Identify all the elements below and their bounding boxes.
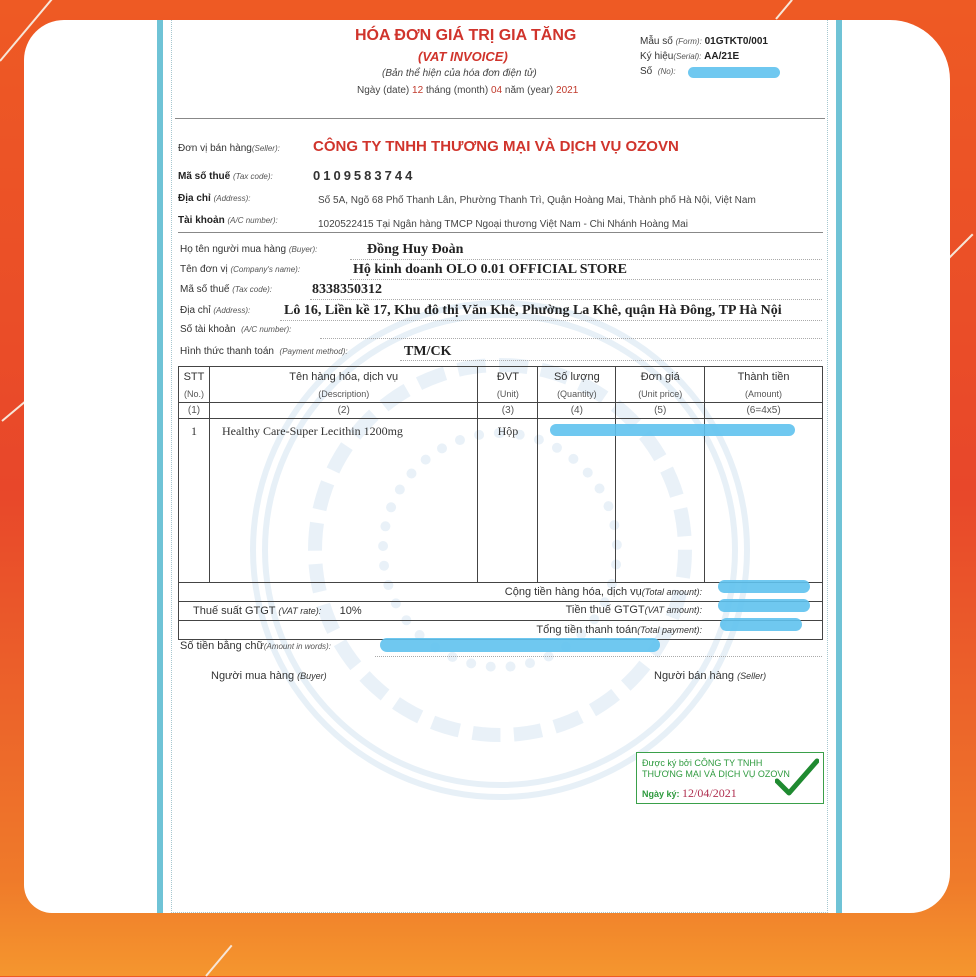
row-description: Healthy Care-Super Lecithin 1200mg <box>209 419 478 583</box>
buyer-company-label: Tên đơn vị (Company's name): <box>180 264 301 275</box>
table-header-row-en <box>179 386 823 403</box>
payment-method: TM/CK <box>404 344 452 359</box>
background-stripe <box>775 0 793 20</box>
background-stripe <box>947 234 973 260</box>
col-number: (1) <box>179 403 210 419</box>
col-number: (5) <box>616 403 705 419</box>
invoice-subtitle: (VAT INVOICE) <box>418 49 508 64</box>
col-header-unit-price: Đơn giá <box>616 367 705 387</box>
buyer-tax-code: 8338350312 <box>312 282 382 297</box>
buyer-signature-label: Người mua hàng (Buyer) <box>211 670 327 682</box>
seller-tax-code: 0109583744 <box>313 168 416 183</box>
table-column-numbers <box>179 403 823 419</box>
vat-amount-label: Tiền thuế GTGT(VAT amount): <box>565 604 702 616</box>
buyer-company: Hộ kinh doanh OLO 0.01 OFFICIAL STORE <box>353 262 627 277</box>
serial-number: Ký hiệu(Serial): AA/21E <box>640 51 740 62</box>
redacted-amount-in-words <box>380 638 660 652</box>
buyer-address: Lô 16, Liền kề 17, Khu đô thị Văn Khê, Phường La Khê, quận Hà Đông, TP Hà Nội <box>284 303 782 318</box>
col-header-quantity-en: (Quantity) <box>538 386 616 403</box>
dotted-line <box>280 320 822 321</box>
col-header-no: STT <box>179 367 210 387</box>
dotted-line <box>375 656 822 657</box>
dotted-line <box>320 338 822 339</box>
header-divider <box>175 118 825 119</box>
buyer-name-label: Họ tên người mua hàng (Buyer): <box>180 244 318 255</box>
col-header-no-en: (No.) <box>179 386 210 403</box>
col-header-description-en: (Description) <box>209 386 478 403</box>
redacted-vat-amount <box>718 599 810 612</box>
buyer-account-label: Số tài khoản (A/C number): <box>180 324 292 335</box>
dotted-line <box>310 299 822 300</box>
col-header-unit-price-en: (Unit price) <box>616 386 705 403</box>
total-amount-label: Cộng tiền hàng hóa, dịch vụ(Total amount): <box>179 583 823 602</box>
amount-in-words-label: Số tiền bằng chữ(Amount in words): <box>180 640 331 652</box>
invoice-number: Số (No): <box>640 66 676 77</box>
total-payment-label: Tổng tiền thanh toán(Total payment): <box>179 621 823 640</box>
col-number: (3) <box>478 403 538 419</box>
payment-method-label: Hình thức thanh toán (Payment method): <box>180 346 348 357</box>
col-header-unit: ĐVT <box>478 367 538 387</box>
buyer-tax-label: Mã số thuế (Tax code): <box>180 284 272 295</box>
row-no: 1 <box>179 419 210 583</box>
row-amount <box>705 419 823 583</box>
dotted-line <box>350 279 822 280</box>
seller-account-label: Tài khoản (A/C number): <box>178 215 278 226</box>
col-header-quantity: Số lượng <box>538 367 616 387</box>
dotted-line <box>400 360 822 361</box>
background-stripe <box>1 401 25 422</box>
col-header-amount-en: (Amount) <box>705 386 823 403</box>
col-header-amount: Thành tiền <box>705 367 823 387</box>
col-header-unit-en: (Unit) <box>478 386 538 403</box>
invoice-note: (Bản thể hiện của hóa đơn điện tử) <box>382 68 537 79</box>
background-stripe <box>205 945 232 977</box>
seller-address: Số 5A, Ngõ 68 Phố Thanh Lân, Phường Thanh Trì, Quận Hoàng Mai, Thành phố Hà Nội, Việt Nam <box>318 195 756 206</box>
col-number: (4) <box>538 403 616 419</box>
buyer-address-label: Địa chỉ (Address): <box>180 305 251 316</box>
col-number: (6=4x5) <box>705 403 823 419</box>
invoice-title: HÓA ĐƠN GIÁ TRỊ GIA TĂNG <box>355 27 577 44</box>
seller-divider <box>178 232 823 233</box>
row-unit-price <box>616 419 705 583</box>
dotted-line <box>350 259 822 260</box>
vat-rate-label: Thuế suất GTGT <box>193 605 276 617</box>
col-number: (2) <box>209 403 478 419</box>
vat-rate: 10% <box>339 605 362 617</box>
invoice-date: Ngày (date) 12 tháng (month) 04 năm (year) 2021 <box>357 85 579 96</box>
redacted-invoice-number <box>688 67 780 78</box>
col-header-description: Tên hàng hóa, dịch vụ <box>209 367 478 387</box>
checkmark-icon <box>775 757 819 797</box>
redacted-total-amount <box>718 580 810 593</box>
form-number: Mẫu số (Form): 01GTKT0/001 <box>640 36 768 47</box>
sign-date: Ngày ký: 12/04/2021 <box>642 786 737 800</box>
seller-account: 1020522415 Tại Ngân hàng TMCP Ngoại thương Việt Nam - Chi Nhánh Hoàng Mai <box>318 219 688 230</box>
seller-name-label: Đơn vị bán hàng(Seller): <box>178 143 280 154</box>
seller-address-label: Địa chỉ (Address): <box>178 193 251 204</box>
seller-name: CÔNG TY TNHH THƯƠNG MẠI VÀ DỊCH VỤ OZOVN <box>313 138 679 155</box>
signed-by-text: Được ký bởi CÔNG TY TNHH THƯƠNG MẠI VÀ DỊCH VỤ OZOVN <box>642 758 790 779</box>
digital-signature-box <box>636 752 824 804</box>
row-quantity <box>538 419 616 583</box>
seller-tax-label: Mã số thuế (Tax code): <box>178 171 273 182</box>
table-row <box>179 419 823 583</box>
table-header-row <box>179 367 823 387</box>
buyer-name: Đồng Huy Đoàn <box>367 242 464 257</box>
row-unit: Hộp <box>478 419 538 583</box>
vat-rate-label-en: (VAT rate): <box>278 606 322 616</box>
redacted-total-payment <box>720 618 802 631</box>
redacted-row-values <box>550 424 795 436</box>
seller-signature-label: Người bán hàng (Seller) <box>654 670 767 682</box>
